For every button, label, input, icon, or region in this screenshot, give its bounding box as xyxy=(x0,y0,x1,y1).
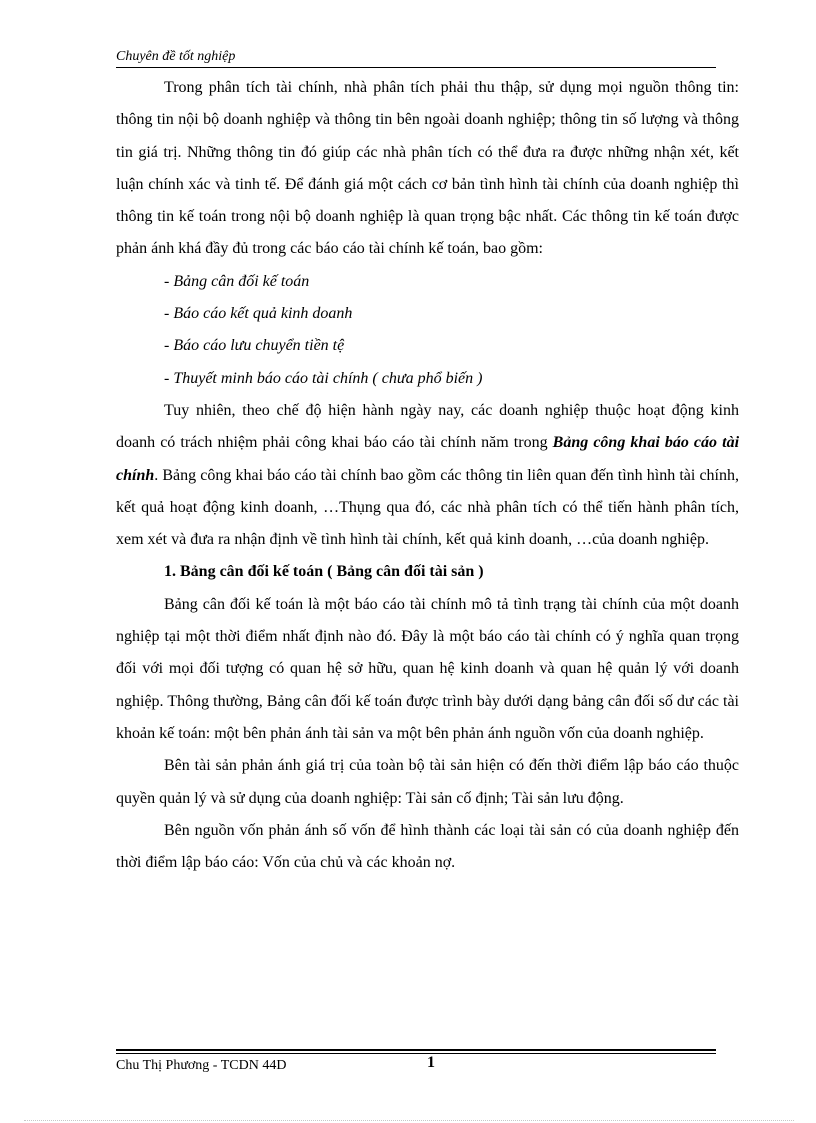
footer-author: Chu Thị Phương - TCDN 44D xyxy=(116,1058,287,1073)
paragraph-disclosure-tail: . Bảng công khai báo cáo tài chính bao gồm các thông tin liên quan đến tình hình tài chính, kết quả hoạt động kinh doanh, …Thụng qua đó, các nhà phân tích có thể tiến hành phân tích, xem xét và đưa ra nhận định về tình hình tài chính, kết quả kinh doanh, …của doanh nghiệp. xyxy=(116,466,739,549)
section-heading: 1. Bảng cân đối kế toán ( Bảng cân đối tài sản ) xyxy=(164,563,484,581)
list-item: - Bảng cân đối kế toán xyxy=(164,272,310,290)
document-body xyxy=(116,72,739,879)
report-list xyxy=(116,266,739,395)
paragraph-balance-sheet: Bảng cân đối kế toán là một báo cáo tài chính mô tả tình trạng tài chính của một doanh nghiệp tại một thời điểm nhất định nào đó. Đây là một báo cáo tài chính có ý nghĩa quan trọng đối với mọi đối tượng có quan hệ sở hữu, quan hệ kinh doanh và quan hệ quản lý với doanh nghiệp. Thông thường, Bảng cân đối kế toán được trình bày dưới dạng bảng cân đối số dư các tài khoản kế toán: một bên phản ánh tài sản va một bên phản ánh nguồn vốn của doanh nghiệp. xyxy=(116,595,739,742)
header-rule xyxy=(116,67,716,68)
footer-rule xyxy=(116,1049,716,1051)
paragraph-disclosure-emphasis: Bảng công khai báo cáo tài chính xyxy=(116,434,740,484)
header-title: Chuyên đề tốt nghiệp xyxy=(116,49,236,64)
page-header xyxy=(116,48,716,68)
page-number: 1 xyxy=(427,1054,435,1071)
paragraph-intro: Trong phân tích tài chính, nhà phân tích phải thu thập, sử dụng mọi nguồn thông tin: thông tin nội bộ doanh nghiệp và thông tin bên ngoài doanh nghiệp; thông tin số lượng và thông tin giá trị. Những thông tin đó giúp các nhà phân tích có thể đưa ra được những nhận xét, kết luận chính xác và tinh tế. Để đánh giá một cách cơ bản tình hình tài chính của doanh nghiệp thì thông tin kế toán trong nội bộ doanh nghiệp là quan trọng bậc nhất. Các thông tin kế toán được phản ánh khá đầy đủ trong các báo cáo tài chính kế toán, bao gồm: xyxy=(116,79,739,258)
paragraph-assets: Bên tài sản phản ánh giá trị của toàn bộ tài sản hiện có đến thời điểm lập báo cáo thuộc quyền quản lý và sử dụng của doanh nghiệp: Tài sản cố định; Tài sản lưu động. xyxy=(116,757,739,807)
list-item: - Báo cáo lưu chuyển tiền tệ xyxy=(164,337,345,355)
paragraph-capital: Bên nguồn vốn phản ánh số vốn để hình thành các loại tài sản có của doanh nghiệp đến thời điểm lập báo cáo: Vốn của chủ và các khoản nợ. xyxy=(116,821,739,872)
page-edge xyxy=(24,1120,794,1121)
footer-row xyxy=(116,1054,716,1078)
paragraph-disclosure-lead: Tuy nhiên, theo chế độ hiện hành ngày nay, các doanh nghiệp thuộc hoạt động kinh doanh có trách nhiệm phải công khai báo cáo tài chính năm trong xyxy=(116,401,739,452)
list-item: - Thuyết minh báo cáo tài chính ( chưa phổ biến ) xyxy=(164,369,483,387)
paragraph-disclosure xyxy=(116,395,739,556)
page-footer xyxy=(116,1049,716,1078)
list-item: - Báo cáo kết quả kinh doanh xyxy=(164,305,353,323)
